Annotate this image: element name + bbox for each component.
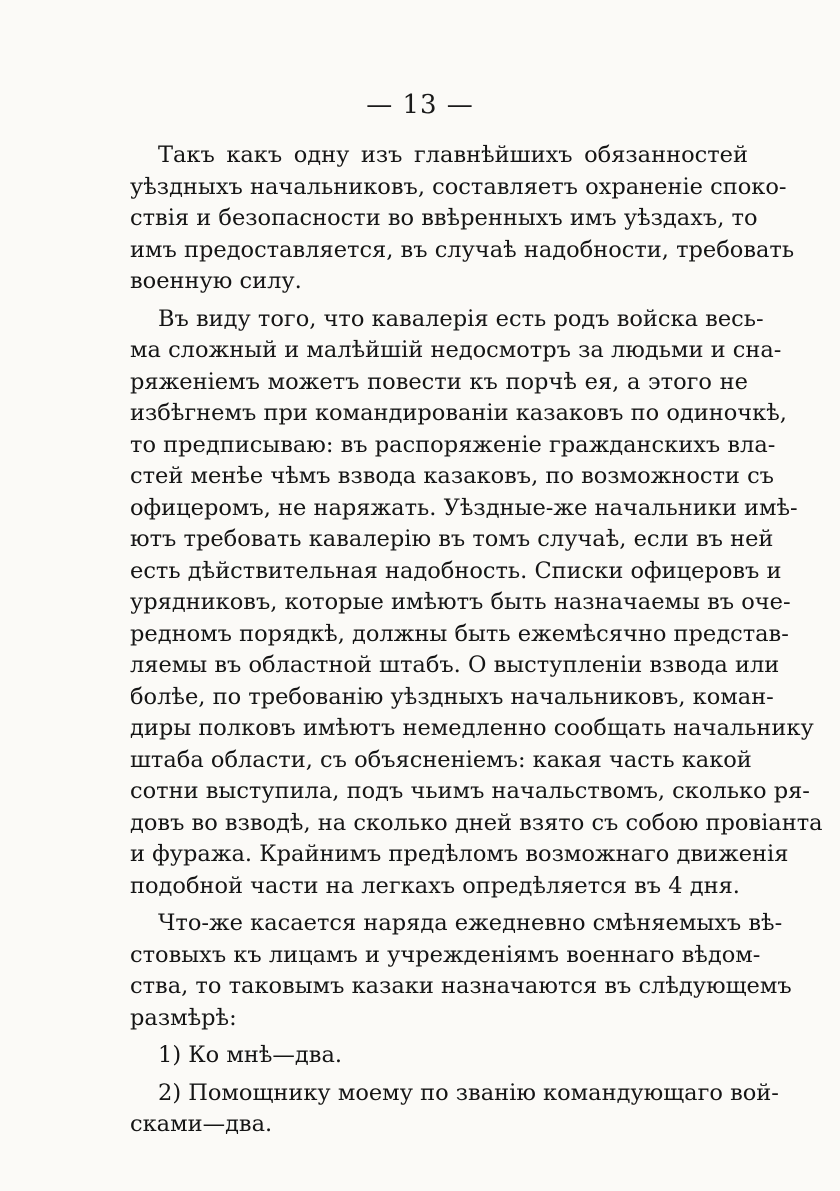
text-line: штаба области, съ объясненіемъ: какая часть какой — [130, 746, 752, 773]
text-line: диры полковъ имѣютъ немедленно сообщать начальнику — [130, 715, 814, 741]
text-line: редномъ порядкѣ, должны быть ежемѣсячно представ- — [130, 620, 789, 647]
text-line: офицеромъ, не наряжать. Уѣздные-же начальники имѣ- — [130, 494, 798, 521]
text-line: подобной части на легкахъ опредѣляется въ 4 дня. — [130, 872, 740, 899]
text-line: урядниковъ, которые имѣютъ быть назначаемы въ оче- — [130, 589, 791, 615]
paragraph-1 — [130, 140, 795, 298]
text-line: Что-же касается наряда ежедневно смѣняемыхъ вѣ- — [158, 910, 783, 936]
text-line: и фуража. Крайнимъ предѣломъ возможнаго движенія — [130, 841, 789, 867]
text-line: 1) Ко мнѣ—два. — [158, 1042, 343, 1068]
page-number: — 13 — — [366, 90, 474, 120]
text-line: размѣрѣ: — [130, 1004, 237, 1031]
text-line: уѣздныхъ начальниковъ, составляетъ охраненіе споко- — [130, 173, 787, 200]
text-line: довъ во взводѣ, на сколько дней взято съ собою провіанта — [130, 809, 823, 836]
text-line: сотни выступила, подъ чьимъ начальствомъ, сколько ря- — [130, 778, 810, 804]
text-line: ства, то таковымъ казаки назначаются въ слѣдующемъ — [130, 973, 792, 999]
text-line: стей менѣе чѣмъ взвода казаковъ, по возможности съ — [130, 463, 774, 489]
text-line: ютъ требовать кавалерію въ томъ случаѣ, если въ ней — [130, 526, 774, 552]
text-line: то предписываю: въ распоряженіе гражданскихъ вла- — [130, 431, 776, 458]
text-line: болѣе, по требованію уѣздныхъ начальниковъ, коман- — [130, 683, 774, 710]
paragraph-3 — [130, 908, 792, 1034]
text-line: ствія и безопасности во ввѣренныхъ имъ уѣздахъ, то — [130, 205, 758, 231]
paragraph-4 — [130, 1040, 748, 1072]
text-line: ма сложный и малѣйшій недосмотръ за людьми и сна- — [130, 337, 782, 363]
text-line: есть дѣйствительная надобность. Списки офицеровъ и — [130, 557, 782, 584]
paragraph-2 — [130, 304, 823, 903]
text-line: 2) Помощнику моему по званію командующаго вой- — [158, 1079, 779, 1106]
text-line: имъ предоставляется, въ случаѣ надобности, требовать — [130, 236, 795, 263]
text-line: стовыхъ къ лицамъ и учрежденіямъ военнаго вѣдом- — [130, 941, 761, 968]
text-line: военную силу. — [130, 268, 302, 294]
text-line: Такъ какъ одну изъ главнѣйшихъ обязанностей — [158, 142, 748, 168]
text-line: избѣгнемъ при командированіи казаковъ по одиночкѣ, — [130, 400, 787, 426]
paragraph-5 — [130, 1078, 779, 1141]
text-line: ляемы въ областной штабъ. О выступленіи взвода или — [130, 652, 780, 678]
text-line: Въ виду того, что кавалерія есть родъ войска весь- — [158, 305, 764, 332]
body-text — [130, 140, 823, 1147]
text-line: сками—два. — [130, 1111, 273, 1137]
text-line: ряженіемъ можетъ повести къ порчѣ ея, а этого не — [130, 368, 748, 395]
